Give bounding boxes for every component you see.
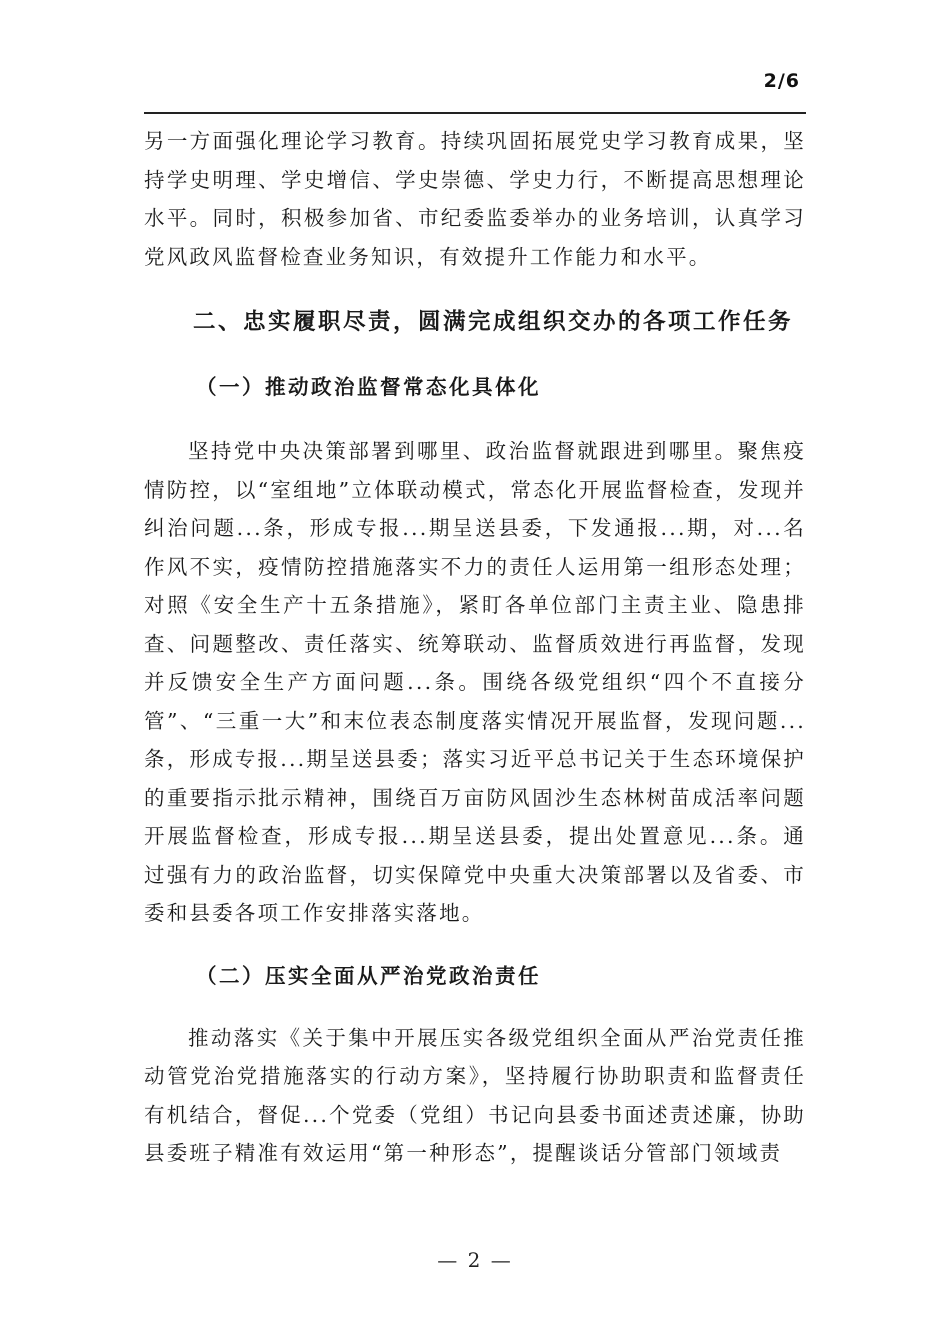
party-responsibility-paragraph: 推动落实《关于集中开展压实各级党组织全面从严治党责任推动管党治党措施落实的行动方案》，坚持履行协助职责和监督责任有机结合，督促...个党委（党组）书记向县委书面述责述廉，协助县委班子精准有效运用“第一种形态”，提醒谈话分管部门领域责 xyxy=(144,1025,806,1165)
page-number-footer: — 2 — xyxy=(437,1248,513,1272)
political-supervision-paragraph: 坚持党中央决策部署到哪里、政治监督就跟进到哪里。聚焦疫情防控，以“室组地”立体联动模式，常态化开展监督检查，发现并纠治问题...条，形成专报...期呈送县委，下发通报...期，对...名作风不实，疫情防控措施落实不力的责任人运用第一组形态处理；对照《安全生产十五条措施》，紧盯各单位部门主责主业、隐患排查、问题整改、责任落实、统筹联动、监督质效进行再监督，发现并反馈安全生产方面问题...条。围绕各级党组织“四个不直接分管”、“三重一大”和末位表态制度落实情况开展监督，发现问题...条，形成专报...期呈送县委；落实习近平总书记关于生态环境保护的重要指示批示精神，围绕百万亩防风固沙生态林树苗成活率问题开展监督检查，形成专报...期呈送县委，提出处置意见...条。通过强有力的政治监督，切实保障党中央重大决策部署以及省委、市委和县委各项工作安排落实落地。 xyxy=(144,439,806,925)
page-counter: 2/6 xyxy=(763,70,800,92)
intro-paragraph: 另一方面强化理论学习教育。持续巩固拓展党史学习教育成果，坚持学史明理、学史增信、学史崇德、学史力行，不断提高思想理论水平。同时，积极参加省、市纪委监委举办的业务培训，认真学习党风政风监督检查业务知识，有效提升工作能力和水平。 xyxy=(144,129,806,269)
header-divider xyxy=(144,112,806,114)
subsection-heading-1: （一）推动政治监督常态化具体化 xyxy=(196,375,541,399)
section-heading-2: 二、忠实履职尽责，圆满完成组织交办的各项工作任务 xyxy=(193,309,794,335)
document-body xyxy=(144,122,806,1173)
subsection-heading-2: （二）压实全面从严治党政治责任 xyxy=(196,963,541,988)
